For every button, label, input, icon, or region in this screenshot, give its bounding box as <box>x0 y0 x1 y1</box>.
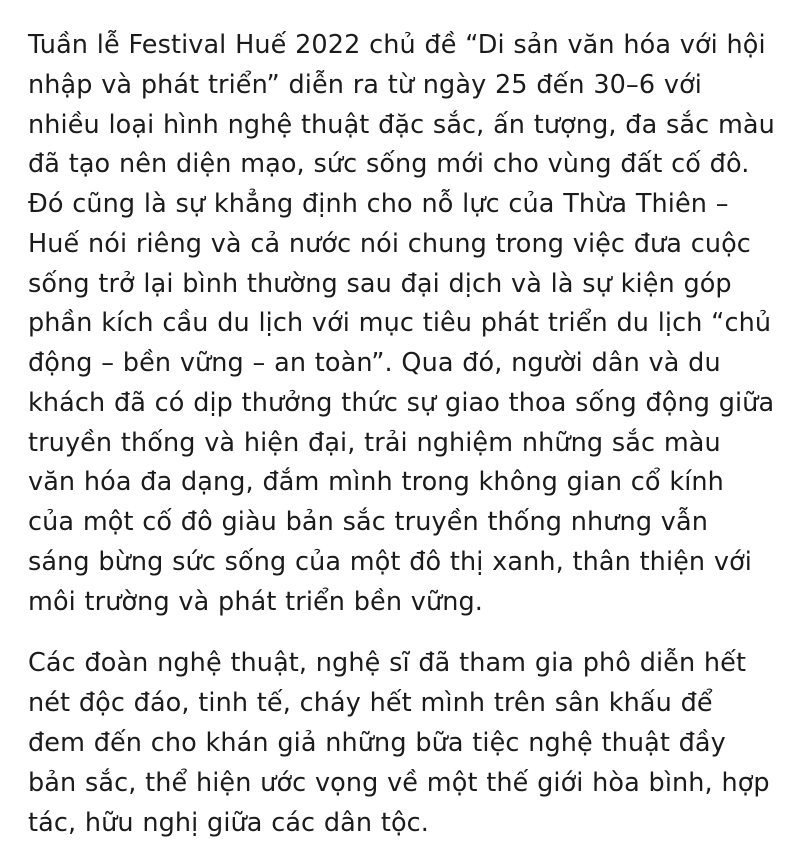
paragraph-2: Các đoàn nghệ thuật, nghệ sĩ đã tham gia phô diễn hết nét độc đáo, tinh tế, cháy hết mình trên sân khấu để đem đến cho khán giả những bữa tiệc nghệ thuật đầy bản sắc, thể hiện ước vọng về một thế giới hòa bình, hợp tác, hữu nghị giữa các dân tộc. <box>28 648 770 838</box>
paragraph-1: Tuần lễ Festival Huế 2022 chủ đề “Di sản văn hóa với hội nhập và phát triển” diễn ra từ ngày 25 đến 30–6 với nhiều loại hình nghệ thuật đặc sắc, ấn tượng, đa sắc màu đã tạo nên diện mạo, sức sống mới cho vùng đất cố đô. Đó cũng là sự khẳng định cho nỗ lực của Thừa Thiên – Huế nói riêng và cả nước nói chung trong việc đưa cuộc sống trở lại bình thường sau đại dịch và là sự kiện góp phần kích cầu du lịch với mục tiêu phát triển du lịch “chủ động – bền vững – an toàn”. Qua đó, người dân và du khách đã có dịp thưởng thức sự giao thoa sống động giữa truyền thống và hiện đại, trải nghiệm những sắc màu văn hóa đa dạng, đắm mình trong không gian cổ kính của một cố đô giàu bản sắc truyền thống nhưng vẫn sáng bừng sức sống của một đô thị xanh, thân thiện với môi trường và phát triển bền vững. <box>28 30 775 617</box>
